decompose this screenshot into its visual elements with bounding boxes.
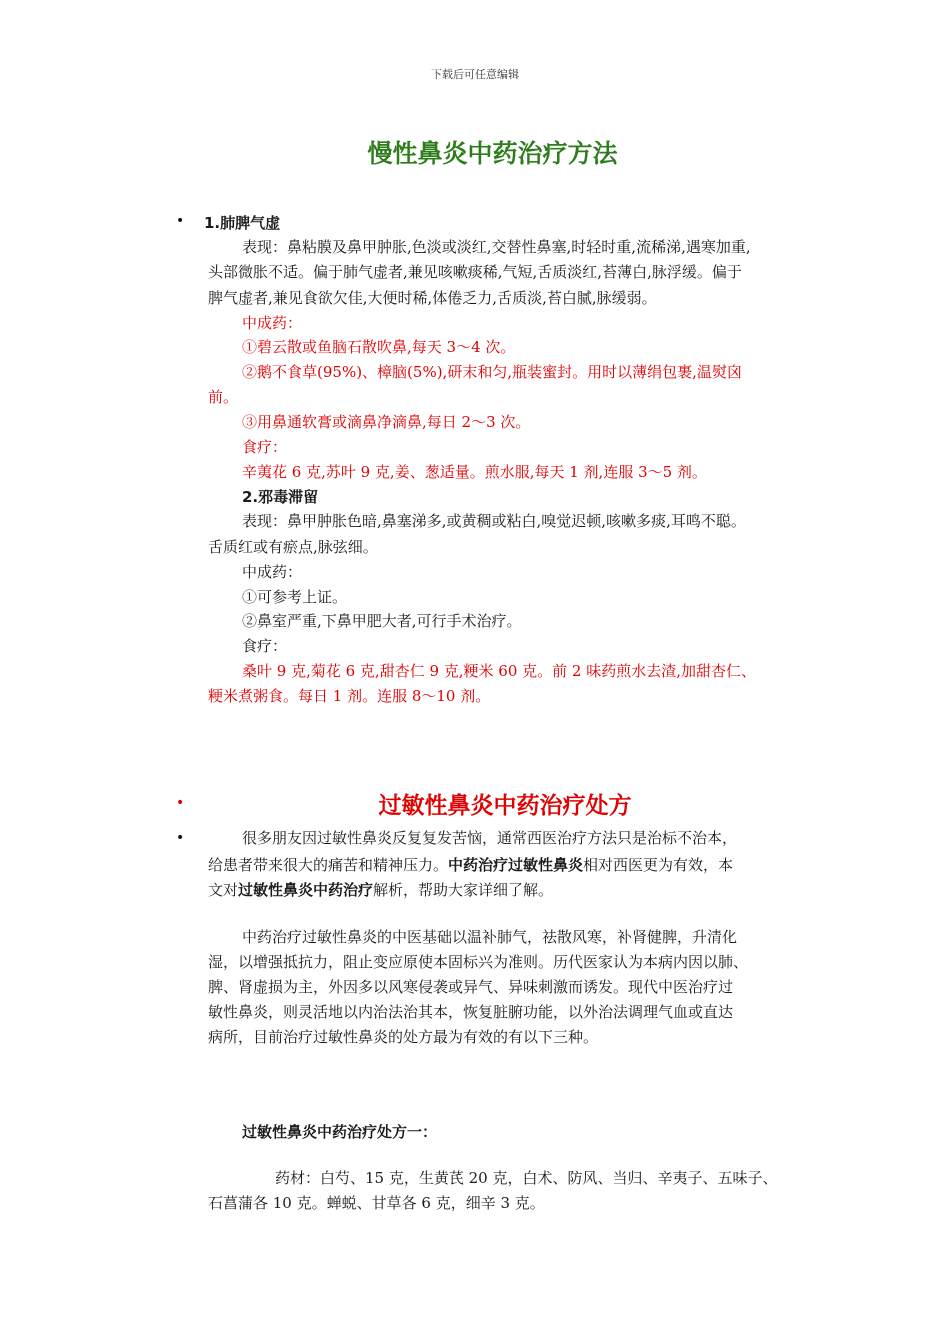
- section2-symptom-line: 表现：鼻甲肿胀色暗,鼻塞涕多,或黄稠或粘白,嗅觉迟顿,咳嗽多痰,耳鸣不聪。: [242, 512, 746, 530]
- section2-diet-label: 食疗：: [242, 637, 288, 655]
- basis-line: 脾、肾虚损为主，外因多以风寒侵袭或异气、异味刺激而诱发。现代中医治疗过: [208, 978, 734, 996]
- intro-text: 给患者带来很大的痛苦和精神压力。: [208, 856, 449, 874]
- basis-line: 中药治疗过敏性鼻炎的中医基础以温补肺气，祛散风寒，补肾健脾，升清化: [242, 928, 738, 946]
- section1-diet: 辛荑花 6 克,苏叶 9 克,姜、葱适量。煎水服,每天 1 剂,连服 3～5 剂。: [242, 463, 707, 481]
- intro-line: [208, 880, 553, 900]
- rx1-line: 石菖蒲各 10 克。蝉蜕、甘草各 6 克，细辛 3 克。: [208, 1194, 545, 1212]
- intro-text: 文对: [208, 881, 239, 899]
- section1-symptom-line: 表现：鼻粘膜及鼻甲肿胀,色淡或淡红,交替性鼻塞,时轻时重,流稀涕,遇寒加重,: [242, 238, 751, 256]
- section2-diet: 粳米煮粥食。每日 1 剂。连服 8～10 剂。: [208, 687, 491, 705]
- bullet-marker: •: [176, 213, 185, 229]
- section1-med-item: ①碧云散或鱼脑石散吹鼻,每天 3～4 次。: [242, 338, 516, 356]
- bullet-marker: •: [176, 830, 185, 846]
- title-chronic-rhinitis: 慢性鼻炎中药治疗方法: [367, 139, 618, 168]
- intro-highlight: 过敏性鼻炎中药治疗: [238, 881, 374, 899]
- section2-med-item: ②鼻室严重,下鼻甲肥大者,可行手术治疗。: [242, 612, 522, 630]
- header-note: 下载后可任意编辑: [431, 68, 519, 81]
- basis-line: 湿，以增强抵抗力，阻止变应原使本固标兴为准则。历代医家认为本病内因以肺、: [208, 953, 749, 971]
- section1-med-item: ③用鼻通软膏或滴鼻净滴鼻,每日 2～3 次。: [242, 413, 531, 431]
- section1-diet-label: 食疗：: [242, 438, 288, 456]
- title-allergic-rhinitis: 过敏性鼻炎中药治疗处方: [378, 793, 632, 819]
- basis-line: 敏性鼻炎，则灵活地以内治法治其本，恢复脏腑功能，以外治法调理气血或直达: [208, 1003, 734, 1021]
- section1-heading: 1.肺脾气虚: [204, 214, 281, 232]
- section1-symptom-line: 脾气虚者,兼见食欲欠佳,大便时稀,体倦乏力,舌质淡,苔白腻,脉缓弱。: [208, 289, 657, 307]
- intro-text: 相对西医更为有效，本: [583, 856, 734, 874]
- section1-med-item: 前。: [208, 388, 239, 406]
- intro-line: [208, 855, 733, 875]
- basis-line: 病所，目前治疗过敏性鼻炎的处方最为有效的有以下三种。: [208, 1028, 599, 1046]
- rx1-heading: 过敏性鼻炎中药治疗处方一：: [242, 1123, 438, 1141]
- intro-line: 很多朋友因过敏性鼻炎反复复发苦恼，通常西医治疗方法只是治标不治本，: [242, 829, 738, 847]
- section1-symptom-line: 头部微胀不适。偏于肺气虚者,兼见咳嗽痰稀,气短,舌质淡红,苔薄白,脉浮缓。偏于: [208, 263, 742, 281]
- section2-med-label: 中成药：: [242, 563, 303, 581]
- bullet-marker: •: [176, 795, 185, 811]
- intro-highlight: 中药治疗过敏性鼻炎: [448, 856, 584, 874]
- section1-med-item: ②鹅不食草(95%)、樟脑(5%),研末和匀,瓶装蜜封。用时以薄绢包裹,温熨囟: [242, 363, 742, 381]
- intro-text: 解析，帮助大家详细了解。: [373, 881, 554, 899]
- section2-diet: 桑叶 9 克,菊花 6 克,甜杏仁 9 克,粳米 60 克。前 2 味药煎水去渣,加甜杏仁、: [242, 662, 757, 680]
- section2-symptom-line: 舌质红或有瘀点,脉弦细。: [208, 538, 378, 556]
- rx1-line: 药材：白芍、15 克，生黄芪 20 克，白术、防风、当归、辛夷子、五味子、: [275, 1169, 778, 1187]
- section2-med-item: ①可参考上证。: [242, 588, 348, 606]
- section2-heading: 2.邪毒滞留: [242, 488, 319, 506]
- section1-med-label: 中成药：: [242, 314, 303, 332]
